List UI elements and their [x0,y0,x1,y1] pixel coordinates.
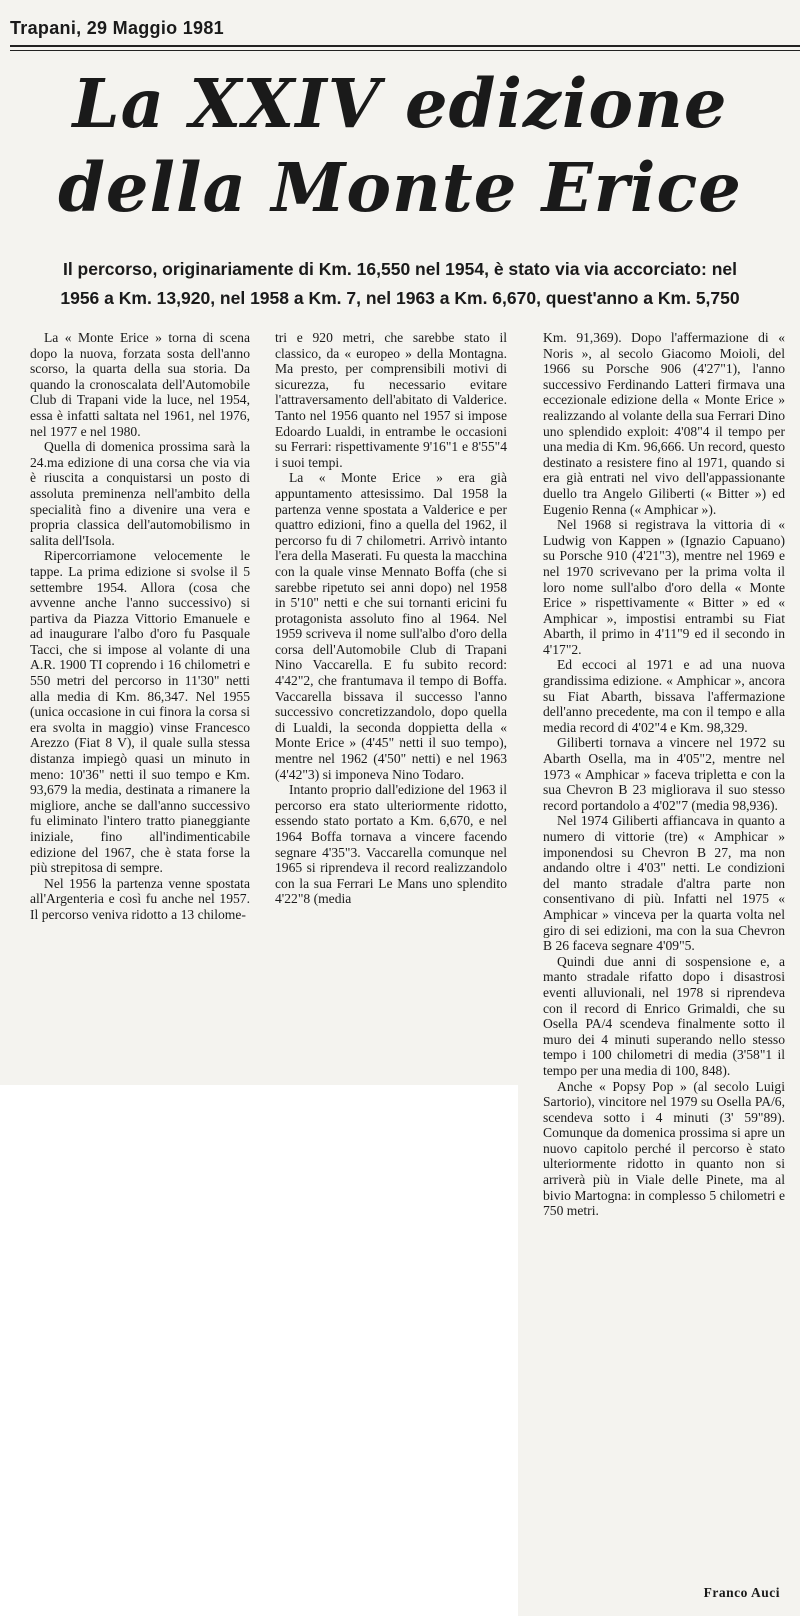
paragraph: La « Monte Erice » torna di scena dopo la nuova, forzata sosta dell'anno scorso, la quarta della sua storia. Da quando la cronoscalata dell'Automobile Club di Trapani vide la luce, nel 1954, essa è infatti saltata nel 1961, nel 1976, nel 1977 e nel 1980. [30,330,250,439]
paragraph: tri e 920 metri, che sarebbe stato il classico, da « europeo » della Montagna. Ma presto, per comprensibili motivi di sicurezza, fu necessario evitare l'attraversamento dell'abitato di Valderice. Tanto nel 1956 quanto nel 1957 si impose Edoardo Lualdi, in entrambe le occasioni su Ferrari: rispettivamente 9'16"1 e 8'55"4 i suoi tempi. [275,330,507,470]
dateline: Trapani, 29 Maggio 1981 [10,18,224,38]
article-column-2 [275,330,507,907]
top-rule-thin [10,50,800,51]
headline-line-2: della Monte Erice [58,148,742,227]
paragraph: Intanto proprio dall'edizione del 1963 il percorso era stato ulteriormente ridotto, essendo stato portato a Km. 6,670, e nel 1964 Boffa tornava a vincere facendo segnare 4'35"3. Vaccarella comunque nel 1965 si riprendeva il record realizzandolo con la sua Ferrari Le Mans uno splendito 4'22"8 (media [275,782,507,907]
byline: Franco Auci [703,1585,780,1600]
paragraph: Anche « Popsy Pop » (al secolo Luigi Sartorio), vincitore nel 1979 su Osella PA/6, scendeva sotto i 4 minuti (3' 59"89). Comunque da domenica prossima si apre un nuovo capitolo perché il percorso è stato ulteriormente ridotto in quanto non si arriverà più in Viale delle Pinete, ma al bivio Martogna: in complesso 5 chilometri e 750 metri. [543,1078,785,1219]
headline-line-1: La XXIV edizione [72,64,728,143]
paragraph: Giliberti tornava a vincere nel 1972 su Abarth Osella, ma in 4'05"2, mentre nel 1973 « Amphicar » faceva tripletta e con la sua Chevron B 23 migliorava il suo stesso record portandolo a 4'02"7 (media 98,936). [543,735,785,813]
paragraph: Quindi due anni di sospensione e, a manto stradale rifatto dopo i disastrosi eventi alluvionali, nel 1978 si riprendeva con il record di Enrico Grimaldi, che su Osella PA/4 scendeva finalmente sotto il muro dei 4 minuti superando nello stesso tempo i 100 chilometri di media (3'58"1 il tempo per una media di 100, 848). [543,953,785,1078]
paragraph: Nel 1974 Giliberti affiancava in quanto a numero di vittorie (tre) « Amphicar » imponendosi su Chevron B 27, ma non andando oltre i 4'03" netti. Le condizioni del manto stradale d'altra parte non consentivano di più. Infatti nel 1975 « Amphicar » vinceva per la quarta volta nel giro di sei edizioni, ma con la sua Chevron B 26 faceva segnare 4'09"5. [543,813,785,954]
paragraph: Nel 1956 la partenza venne spostata all'Argenteria e così fu anche nel 1957. Il percorso veniva ridotto a 13 chilome- [30,875,250,922]
paragraph: Quella di domenica prossima sarà la 24.ma edizione di una corsa che via via è riuscita a conquistarsi un posto di assoluta preminenza nell'ambito della specialità fino a divenire una vera e propria classica dell'automobilismo in salita dell'Isola. [30,439,250,548]
paragraph: Nel 1968 si registrava la vittoria di « Ludwig von Kappen » (Ignazio Capuano) su Porsche 910 (4'21"3), mentre nel 1969 e nel 1970 scrivevano per la prima volta il loro nome sull'albo d'oro della « Monte Erice » rispettivamente « Bitter » ed « Amphicar », impostisi entrambi su Fiat Abarth, il primo in 4'11"9 ed il secondo in 4'17"2. [543,517,785,657]
article-column-3 [543,330,785,1219]
paragraph: Km. 91,369). Dopo l'affermazione di « Noris », al secolo Giacomo Moioli, del 1966 su Porsche 906 (4'27"1), l'anno successivo Ferdinando Latteri firmava una eccezionale edizione della « Monte Erice » realizzando al volante della sua Ferrari Dino uno splendido exploit: 4'08"4 il tempo per una media di Km. 96,666. Un record, questo destinato a resistere fino al 1971, quando si era già entrati nel vivo dell'appassionante duello tra Angelo Giliberti (« Bitter ») ed Eugenio Renna (« Amphicar »). [543,330,785,517]
top-rule [10,45,800,47]
headline [0,62,800,230]
paragraph: Ed eccoci al 1971 e ad una nuova grandissima edizione. « Amphicar », ancora su Fiat Abarth, bissava l'affermazione dell'anno precedente, ma con il tempo e alla media record di 4'02"4 e Km. 98,329. [543,657,785,735]
paragraph: Ripercorriamone velocemente le tappe. La prima edizione si svolse il 5 settembre 1954. Allora (cosa che avvenne anche l'anno successivo) si partiva da Piazza Vittorio Emanuele e ad inaugurare l'albo d'oro fu Pasquale Tacci, che si impose al volante di una A.R. 1900 TI coprendo i 16 chilometri e 550 metri del percorso in 11'30" netti alla media di Km. 86,347. Nel 1955 (unica occasione in cui finora la corsa si era svolta in maggio) vinse Francesco Arezzo (Fiat 8 V), il quale sulla stessa distanza impiegò quasi un minuto in meno: 10'36" netti il suo tempo e Km. 93,679 la media, destinata a rimanere la migliore, anche se dall'anno successivo fu eliminato l'intero tratto pianeggiante iniziale, fino all'indimenticabile edizione del 1967, che è stata forse la più strepitosa di sempre. [30,548,250,876]
article-column-1 [30,330,250,923]
subheadline: Il percorso, originariamente di Km. 16,550 nel 1954, è stato via via accorciato: nel 1956 a Km. 13,920, nel 1958 a Km. 7, nel 1963 a Km. 6,670, quest'anno a Km. 5,750 [60,259,740,308]
paragraph: La « Monte Erice » era già appuntamento attesissimo. Dal 1958 la partenza venne spostata a Valderice e per quattro edizioni, fino a quella del 1962, il percorso fu di 7 chilometri. Arrivò intanto l'era della Maserati. Fu questa la macchina con la quale vinse Mennato Boffa (che si sarebbe ripetuto sei anni dopo) nel 1958 in 5'10" netti e che sui tornanti ericini fu protagonista assoluto fino al 1964. Nel 1959 scriveva il nome sull'albo d'oro della corsa dell'Automobile Club di Trapani Nino Vaccarella. E fu subito record: 4'42"2, che frantumava il tempo di Boffa. Vaccarella bissava il successo l'anno successivo concretizzandolo, dopo quella di Lualdi, la seconda doppietta della « Monte Erice » (4'45" netti il suo tempo), mentre nel 1962 (4'50" netti) e nel 1963 (4'42"3) si imponeva Nino Todaro. [275,470,507,782]
